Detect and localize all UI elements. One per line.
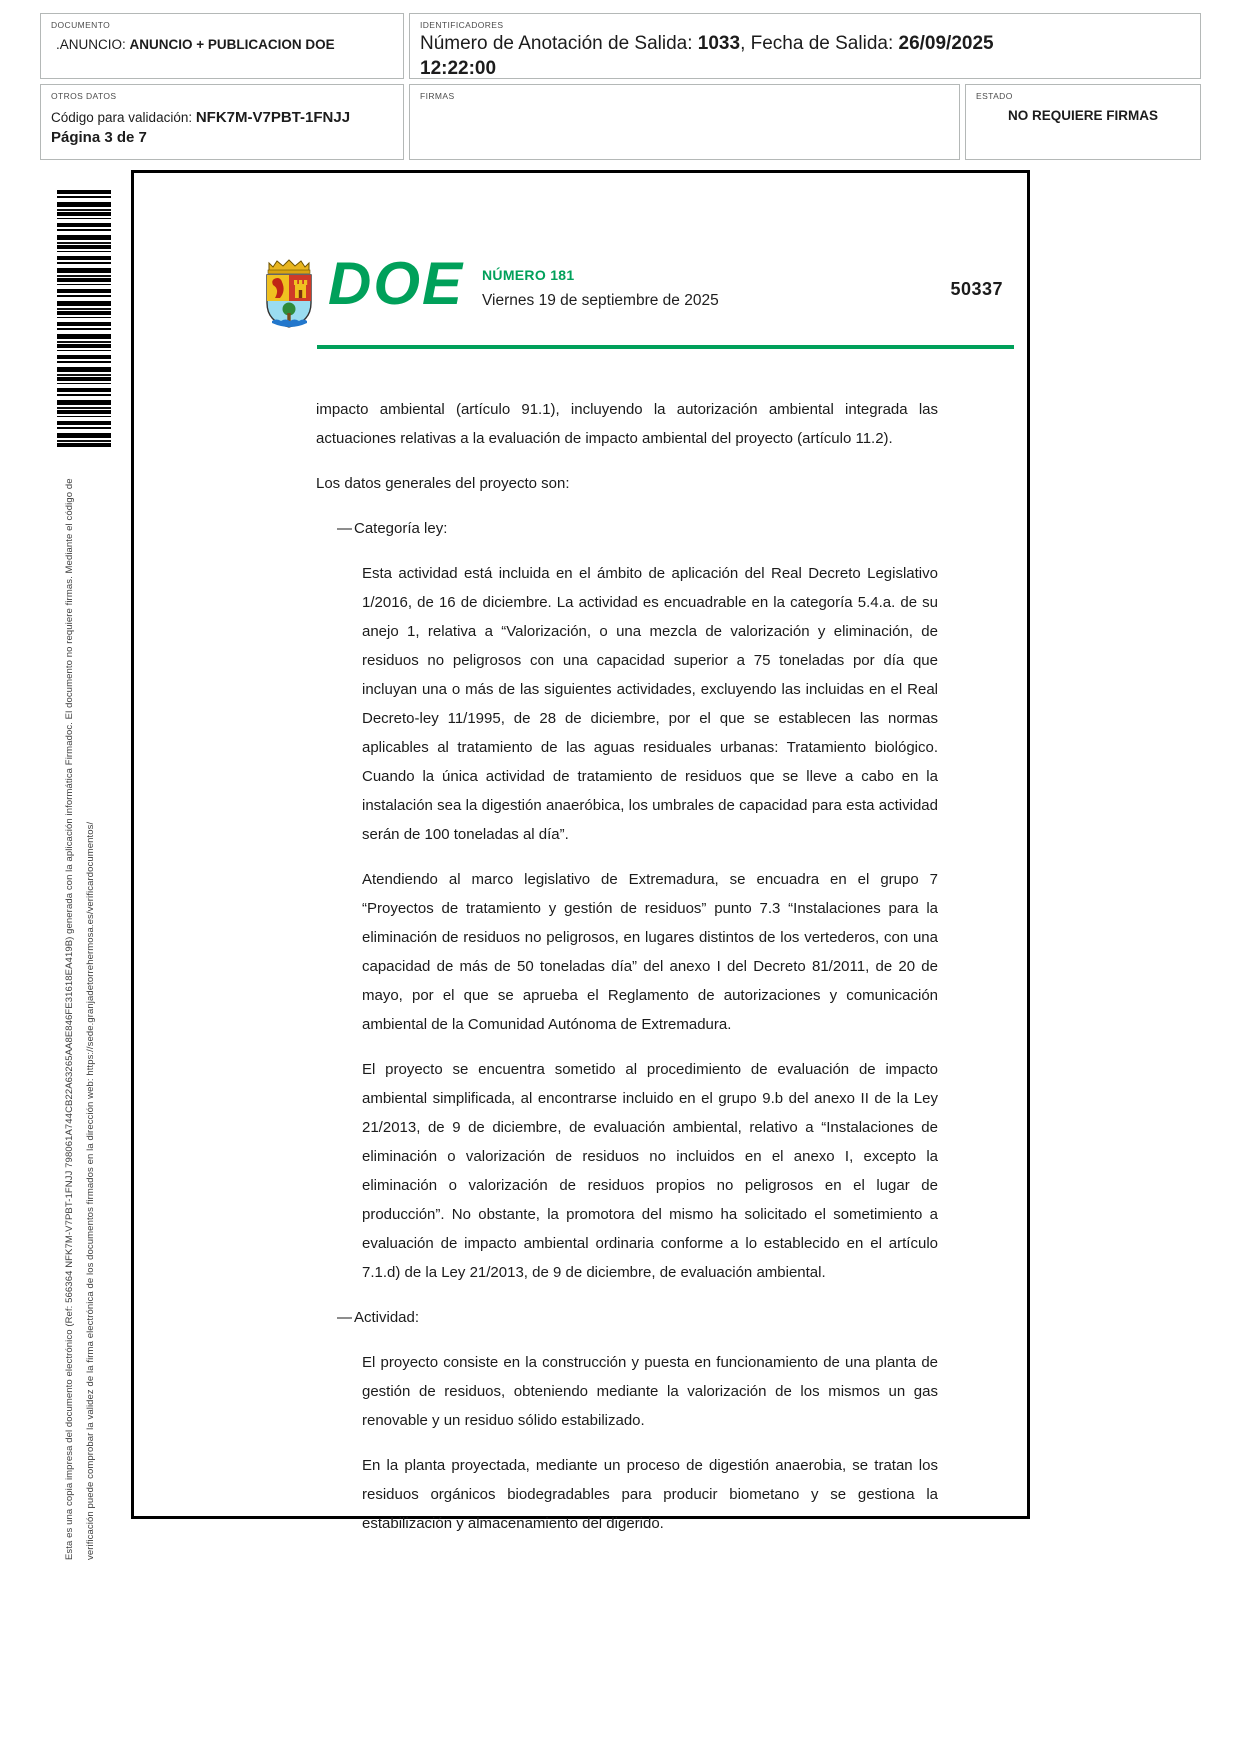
- anotacion-number: 1033: [697, 33, 741, 54]
- extremadura-coat-of-arms-icon: [260, 259, 318, 331]
- identificadores-value: [420, 31, 1190, 81]
- document-body: [316, 395, 938, 1554]
- otros-datos-label: OTROS DATOS: [51, 91, 117, 101]
- intro-paragraph: impacto ambiental (artículo 91.1), incluyendo la autorización ambiental integrada las actuaciones relativas a la evaluación de impacto ambiental del proyecto (artículo 11.2).: [316, 401, 938, 447]
- documento-cell: [40, 13, 404, 79]
- documento-value: [51, 37, 393, 52]
- categoria-paragraph-3: El proyecto se encuentra sometido al procedimiento de evaluación de impacto ambiental simplificada, al encontrarse incluido en el grupo 9.b del anexo II de la Ley 21/2013, de 9 de diciembre, de evaluación ambiental, relativo a “Instalaciones de eliminación o valorización de residuos no incluidos en el anexo I, excepto la eliminación o valorización de residuos propios no peligrosos en el lugar de producción”. No obstante, la promotora del mismo ha solicitado el sometimiento a evaluación de impacto ambiental ordinaria conforme a lo establecido en el artículo 7.1.d) de la Ley 21/2013, de 9 de diciembre, de evaluación ambiental.: [362, 1061, 938, 1281]
- barcode: [57, 190, 111, 448]
- documento-value-bold: ANUNCIO + PUBLICACION DOE: [129, 37, 335, 52]
- masthead-rule: [317, 345, 1014, 349]
- otros-datos-value: [51, 108, 393, 148]
- metadata-header-table: [40, 13, 1201, 160]
- doe-logo: DOE: [328, 250, 465, 317]
- section-title-actividad: [337, 1303, 938, 1332]
- documento-label: DOCUMENTO: [51, 20, 111, 30]
- categoria-paragraph-1: Esta actividad está incluida en el ámbito de aplicación del Real Decreto Legislativo 1/2016, de 16 de diciembre. La actividad es encuadrable en la categoría 5.4.a. de su anejo 1, relativa a “Valorización, o una mezcla de valorización y eliminación, de residuos no peligrosos con una capacidad superior a 75 toneladas por día que incluyan una o más de las siguientes actividades, excluyendo las incluidas en el Real Decreto-ley 11/1995, de 28 de diciembre, por el que se establecen las normas aplicables al tratamiento de las aguas residuales urbanas: Tratamiento biológico. Cuando la única actividad de tratamiento de residuos que se lleve a cabo en la instalación sea la digestión anaeróbica, los umbrales de capacidad para esta actividad serán de 100 toneladas al día”.: [362, 565, 938, 843]
- dash-bullet: —: [337, 520, 352, 537]
- metadata-row-2: [40, 84, 1201, 160]
- identificadores-label: IDENTIFICADORES: [420, 20, 504, 30]
- actividad-paragraph-1: El proyecto consiste en la construcción y puesta en funcionamiento de una planta de gestión de residuos, obteniendo mediante la valorización de los mismos un gas renovable y un residuo sólido estabilizado.: [362, 1354, 938, 1429]
- otros-datos-cell: [40, 84, 404, 160]
- pagina-indicator: Página 3 de 7: [51, 129, 147, 146]
- fecha-salida-date: 26/09/2025: [898, 33, 994, 54]
- datos-generales-line: Los datos generales del proyecto son:: [316, 475, 570, 492]
- document-frame: [131, 170, 1030, 1532]
- identificadores-cell: [409, 13, 1201, 79]
- fecha-salida-time: 12:22:00: [420, 58, 497, 79]
- bulletin-number: NÚMERO 181: [482, 267, 575, 283]
- metadata-row-1: [40, 13, 1201, 79]
- codigo-validacion-value: NFK7M-V7PBT-1FNJJ: [195, 109, 351, 126]
- section-title-categoria-ley: [337, 514, 938, 543]
- actividad-paragraph-2: En la planta proyectada, mediante un proceso de digestión anaerobia, se tratan los residuos orgánicos biodegradables para producir biometano y se gestiona la estabilización y almacenamiento del digerido.: [362, 1457, 938, 1532]
- codigo-validacion-prefix: Código para validación:: [51, 110, 196, 125]
- estado-value: NO REQUIERE FIRMAS: [1007, 108, 1158, 123]
- firmas-cell: [409, 84, 960, 160]
- anotacion-prefix: Número de Anotación de Salida:: [420, 33, 698, 54]
- documento-value-prefix: .ANUNCIO:: [56, 37, 130, 52]
- fecha-salida-prefix: , Fecha de Salida:: [740, 33, 899, 54]
- firmas-label: FIRMAS: [420, 91, 455, 101]
- estado-label: ESTADO: [976, 91, 1013, 101]
- dash-bullet: —: [337, 1309, 352, 1326]
- section-title-text: Categoría ley:: [354, 520, 448, 537]
- margin-legal-text-line2: verificación puede comprobar la validez de la firma electrónica de los documentos firmados en la dirección web: https://sede.granjadetorrehermosa.es/verificardocumentos/: [85, 821, 96, 1560]
- masthead-info: [482, 267, 719, 310]
- estado-cell: [965, 84, 1201, 160]
- margin-legal-text-line1: Esta es una copia impresa del documento electrónico (Ref: 566364 NFK7M-V7PBT-1FNJJ 798061A744CB22A63265AA8E846FE31618EA419B) generada con la aplicación informática Firmadoc. El documento no requiere firmas. Mediante el código de: [64, 478, 75, 1560]
- bulletin-date: Viernes 19 de septiembre de 2025: [482, 292, 719, 309]
- section-title-text: Actividad:: [354, 1309, 420, 1326]
- categoria-paragraph-2: Atendiendo al marco legislativo de Extremadura, se encuadra en el grupo 7 “Proyectos de tratamiento y gestión de residuos” punto 7.3 “Instalaciones para la eliminación de residuos no peligrosos, en lugares distintos de los vertederos, con una capacidad de más de 50 toneladas día” del anexo I del Decreto 81/2011, de 20 de mayo, por el que se aprueba el Reglamento de autorizaciones y comunicación ambiental de la Comunidad Autónoma de Extremadura.: [362, 871, 938, 1033]
- folio-number: 50337: [950, 279, 1003, 299]
